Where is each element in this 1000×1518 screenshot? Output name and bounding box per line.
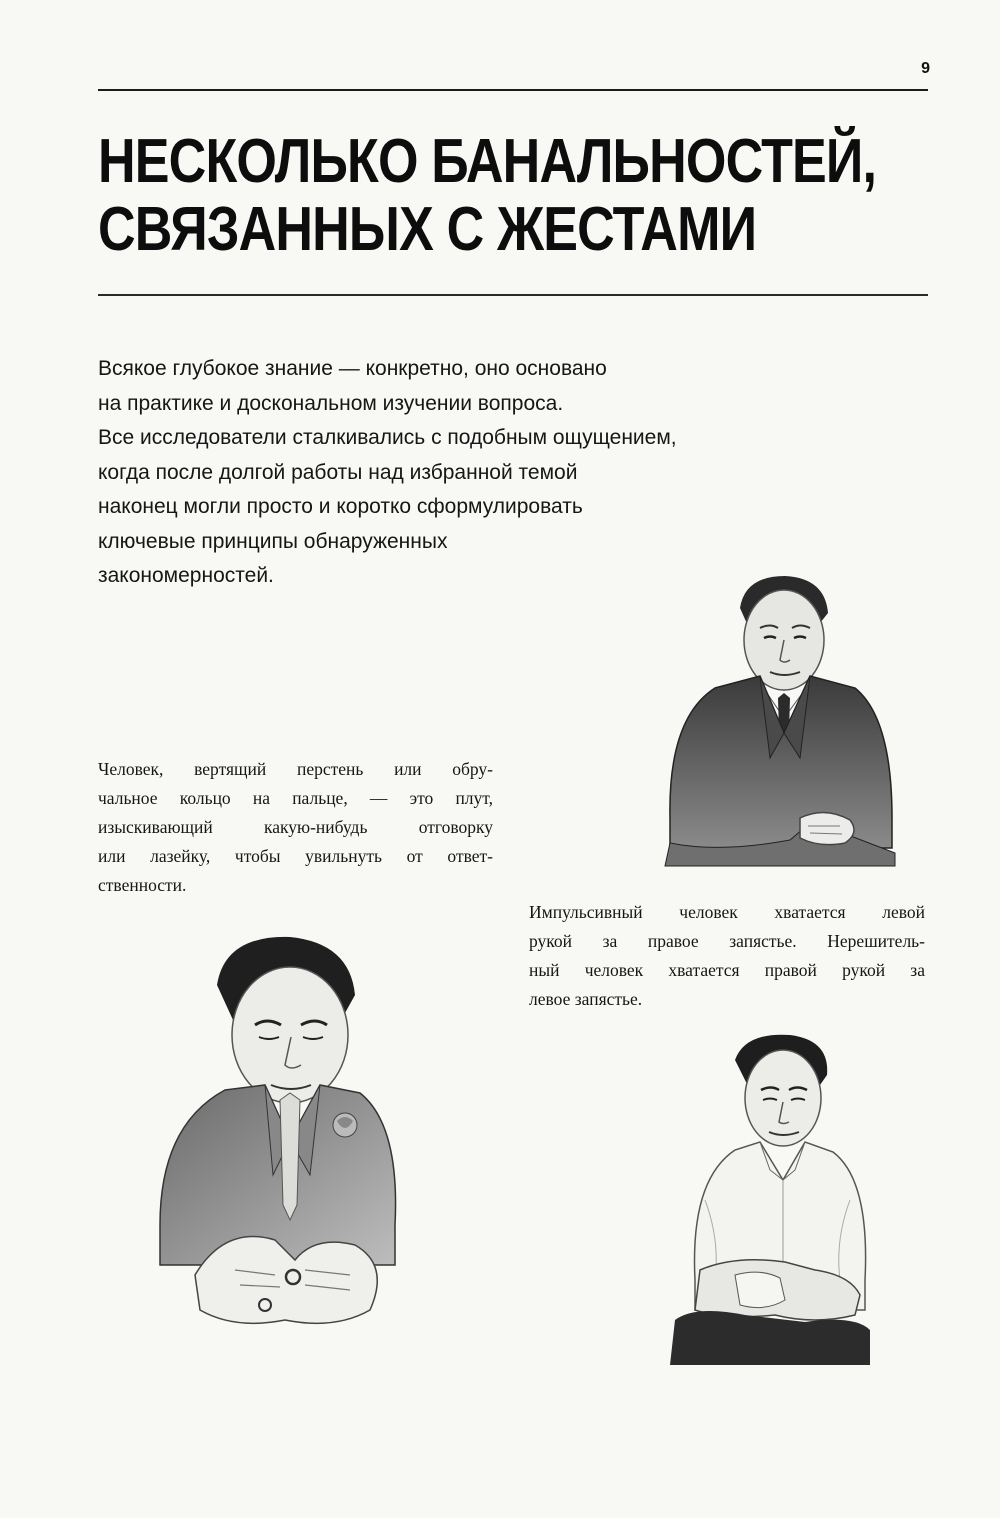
caption-line: изыскивающий какую-нибудь отговорку (98, 817, 493, 837)
man-turning-ring-illustration (155, 925, 405, 1345)
intro-line: когда после долгой работы над избранной темой (98, 460, 578, 484)
caption-line: Импульсивный человек хватается левой (529, 902, 925, 922)
caption-line: рукой за правое запястье. Нерешитель- (529, 931, 925, 951)
caption-line: чальное кольцо на пальце, — это плут, (98, 788, 493, 808)
intro-paragraph (98, 352, 818, 594)
intro-line: наконец могли просто и коротко сформулировать (98, 495, 583, 518)
page-number: 9 (921, 60, 930, 77)
intro-line: ключевые принципы обнаруженных (98, 529, 448, 553)
intro-line: на практике и доскональном изучении вопроса. (98, 391, 564, 415)
caption-line: или лазейку, чтобы увильнуть от ответ- (98, 846, 493, 866)
man-in-suit-illustration (660, 568, 900, 868)
man-in-shirt-illustration (665, 1030, 875, 1370)
heading-rule (98, 294, 928, 296)
header-rule (98, 89, 928, 91)
intro-line: Все исследователи сталкивались с подобным ощущением, (98, 426, 677, 449)
intro-line: закономерностей. (98, 564, 274, 587)
caption-line: ный человек хватается правой рукой за (529, 960, 925, 980)
caption-wrist-grabbing (529, 898, 925, 1014)
caption-line: ственности. (98, 875, 187, 895)
caption-line: левое запястье. (529, 989, 643, 1009)
chapter-heading-line-1: НЕСКОЛЬКО БАНАЛЬНОСТЕЙ, (98, 127, 877, 196)
chapter-heading (98, 127, 877, 264)
caption-ring-twisting (98, 755, 493, 900)
chapter-heading-line-2: СВЯЗАННЫХ С ЖЕСТАМИ (98, 195, 757, 264)
intro-line: Всякое глубокое знание — конкретно, оно основано (98, 357, 607, 380)
caption-line: Человек, вертящий перстень или обру- (98, 759, 493, 779)
